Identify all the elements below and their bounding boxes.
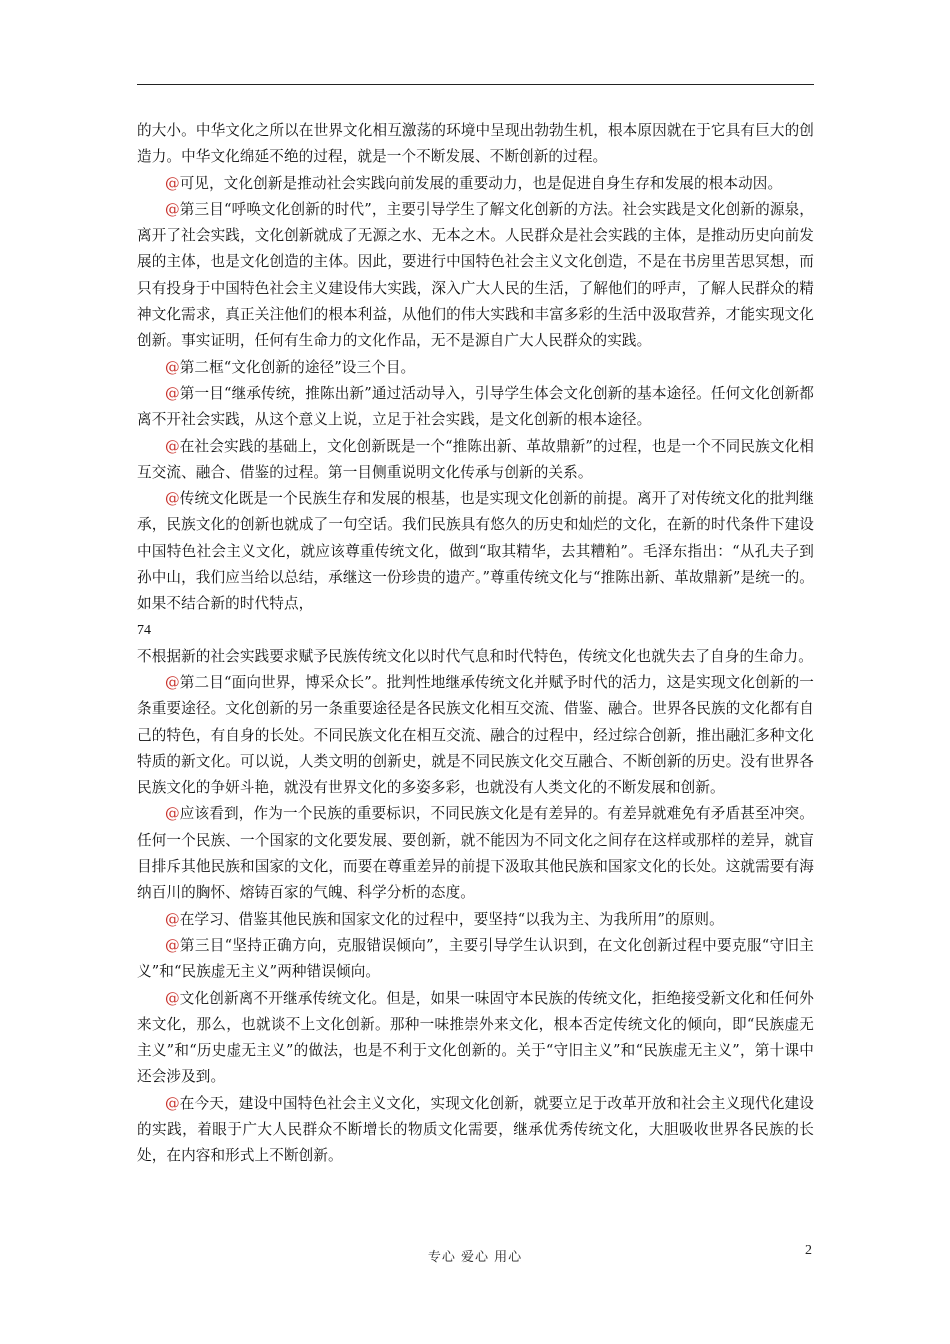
- paragraph-text: 第一目“继承传统，推陈出新”通过活动导入，引导学生体会文化创新的基本途径。任何文化创新都离不开社会实践，从这个意义上说，立足于社会实践，是文化创新的根本途径。: [137, 384, 814, 429]
- paragraph-text: 的大小。中华文化之所以在世界文化相互激荡的环境中呈现出勃勃生机，根本原因就在于它具有巨大的创造力。中华文化绵延不绝的过程，就是一个不断发展、不断创新的过程。: [137, 122, 814, 166]
- paragraph-marker: @: [165, 490, 180, 508]
- paragraph-text: 不根据新的社会实践要求赋予民族传统文化以时代气息和时代特色，传统文化也就失去了自身的生命力。: [137, 647, 813, 665]
- paragraph-marker: @: [165, 673, 180, 691]
- paragraph-marker: @: [165, 1094, 180, 1112]
- paragraph-text: 在学习、借鉴其他民族和国家文化的过程中，要坚持“以我为主、为我所用”的原则。: [179, 910, 724, 928]
- header-rule: [137, 84, 814, 85]
- paragraph-text: 文化创新离不开继承传统文化。但是，如果一味固守本民族的传统文化，拒绝接受新文化和任何外来文化，那么，也就谈不上文化创新。那种一味推崇外来文化，根本否定传统文化的倾向，即“民族虚无主义”和“历史虚无主义”的做法，也是不利于文化创新的。关于“守旧主义”和“民族虚无主义”，第十课中还会涉及到。: [137, 989, 814, 1086]
- paragraph-marker: @: [165, 910, 180, 928]
- paragraph: [137, 670, 814, 801]
- paragraph: [137, 197, 814, 355]
- paragraph: [137, 644, 814, 670]
- paragraph: [137, 434, 814, 487]
- footer-motto: 专心 爱心 用心: [427, 1250, 523, 1265]
- paragraph: [137, 986, 814, 1091]
- paragraph: [137, 118, 814, 171]
- paragraph-text: 第三目“呼唤文化创新的时代”，主要引导学生了解文化创新的方法。社会实践是文化创新的源泉，离开了社会实践，文化创新就成了无源之水、无本之木。人民群众是社会实践的主体，是推动历史向前发展的主体，也是文化创造的主体。因此，要进行中国特色社会主义文化创造，不是在书房里苦思冥想，而只有投身于中国特色社会主义建设伟大实践，深入广大人民的生活，了解他们的呼声，了解人民群众的精神文化需求，真正关注他们的根本利益，从他们的伟大实践和丰富多彩的生活中汲取营养，才能实现文化创新。事实证明，任何有生命力的文化作品，无不是源自广大人民群众的实践。: [137, 200, 814, 350]
- paragraph: [137, 486, 814, 617]
- paragraph-text: 在今天，建设中国特色社会主义文化，实现文化创新，就要立足于改革开放和社会主义现代化建设的实践，着眼于广大人民群众不断增长的物质文化需要，继承优秀传统文化，大胆吸收世界各民族的长处，在内容和形式上不断创新。: [137, 1094, 814, 1165]
- paragraph: [137, 801, 814, 906]
- paragraph-text: 传统文化既是一个民族生存和发展的根基，也是实现文化创新的前提。离开了对传统文化的批判继承，民族文化的创新也就成了一句空话。我们民族具有悠久的历史和灿烂的文化，在新的时代条件下建设中国特色社会主义文化，就应该尊重传统文化，做到“取其精华，去其糟粕”。毛泽东指出：“从孔夫子到孙中山，我们应当给以总结，承继这一份珍贵的遗产。”尊重传统文化与“推陈出新、革故鼎新”是统一的。如果不结合新的时代特点，: [137, 490, 814, 613]
- paragraph-marker: @: [165, 384, 180, 402]
- paragraph-marker: @: [165, 174, 180, 192]
- paragraph: [137, 933, 814, 986]
- paragraph-marker: @: [165, 989, 180, 1007]
- paragraph: [137, 907, 814, 933]
- paragraph-text: 第二目“面向世界，博采众长”。批判性地继承传统文化并赋予时代的活力，这是实现文化创新的一条重要途径。文化创新的另一条重要途径是各民族文化相互交流、借鉴、融合。世界各民族的文化都有自己的特色，有自身的长处。不同民族文化在相互交流、融合的过程中，经过综合创新，推出融汇多种文化特质的新文化。可以说，人类文明的创新史，就是不同民族文化交互融合、不断创新的历史。没有世界各民族文化的争妍斗艳，就没有世界文化的多姿多彩，也就没有人类文化的不断发展和创新。: [137, 673, 814, 797]
- paragraph: [137, 381, 814, 434]
- paragraph-text: 在社会实践的基础上，文化创新既是一个“推陈出新、革故鼎新”的过程，也是一个不同民族文化相互交流、融合、借鉴的过程。第一目侧重说明文化传承与创新的关系。: [137, 437, 814, 481]
- paragraph: [137, 1091, 814, 1170]
- inline-page-number: 74: [137, 622, 151, 638]
- paragraph-text: 应该看到，作为一个民族的重要标识，不同民族文化是有差异的。有差异就难免有矛盾甚至冲突。任何一个民族、一个国家的文化要发展、要创新，就不能因为不同文化之间存在这样或那样的差异，就盲目排斥其他民族和国家的文化，而要在尊重差异的前提下汲取其他民族和国家文化的长处。这就需要有海纳百川的胸怀、熔铸百家的气魄、科学分析的态度。: [137, 805, 814, 902]
- paragraph-text: 第三目“坚持正确方向，克服错误倾向”，主要引导学生认识到，在文化创新过程中要克服“守旧主义”和“民族虚无主义”两种错误倾向。: [137, 936, 814, 981]
- paragraph: [137, 171, 814, 197]
- paragraph-marker: @: [165, 805, 180, 823]
- paragraph: [137, 355, 814, 381]
- paragraph-marker: @: [165, 437, 180, 455]
- footer-page-number: 2: [805, 1243, 812, 1258]
- paragraph-text: 第二框“文化创新的途径”设三个目。: [179, 358, 416, 376]
- paragraph-marker: @: [165, 200, 180, 218]
- paragraph-marker: @: [165, 936, 180, 954]
- paragraph-text: 可见，文化创新是推动社会实践向前发展的重要动力，也是促进自身生存和发展的根本动因。: [179, 174, 783, 192]
- document-body: [137, 118, 814, 1170]
- paragraph-marker: @: [165, 358, 180, 376]
